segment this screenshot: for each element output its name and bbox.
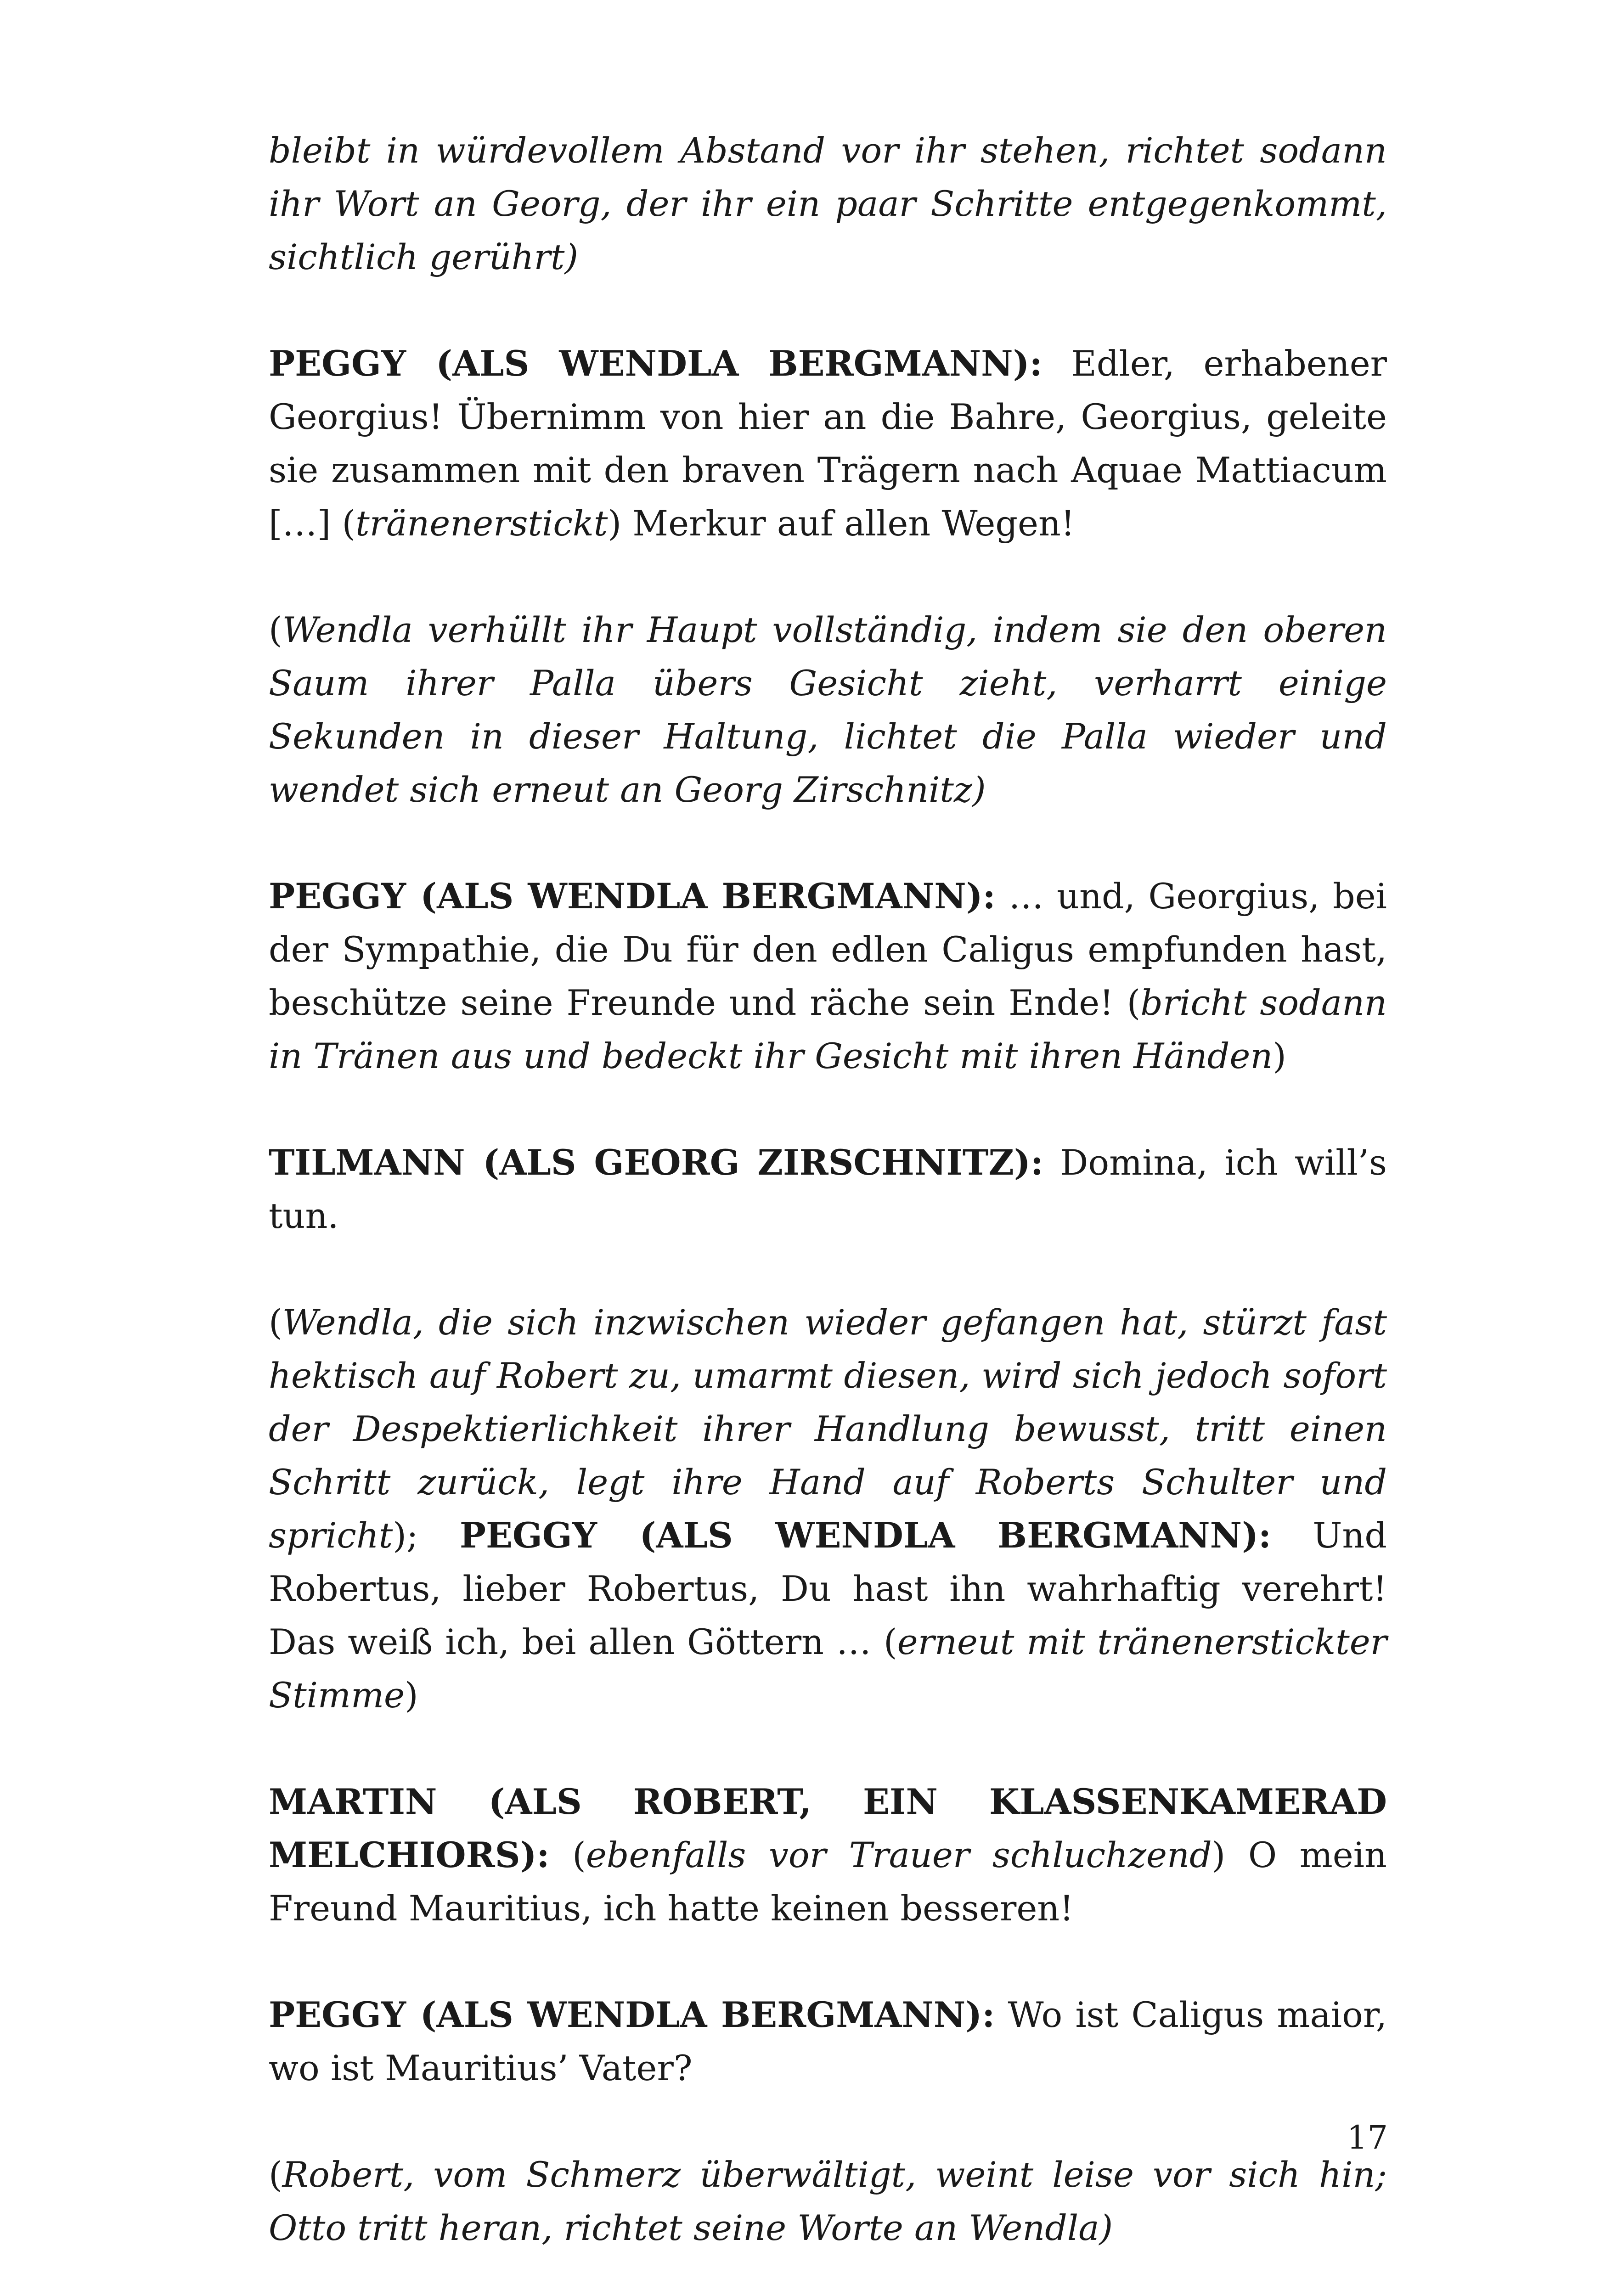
speaker-name: PEGGY (ALS WENDLA BERGMANN):	[459, 1515, 1272, 1556]
direction-text: Wendla, die sich inzwischen wieder gefangen hat, stürzt fast hektisch auf Robert zu, umarmt diesen, wird sich jedoch sofort der Despektierlichkeit ihrer Handlung bewusst, tritt einen Schritt zurück, legt ihre Hand auf Roberts Schulter und spricht	[269, 1302, 1387, 1556]
speaker-name: PEGGY (ALS WENDLA BERGMANN):	[269, 1994, 995, 2035]
speech-text: ) O mein Freund Mauritius, ich hatte keinen besseren!	[269, 1835, 1387, 1929]
dialogue-line	[269, 870, 1387, 1083]
dialogue-line	[269, 1775, 1387, 1935]
speech-text: … und, Georgius, bei der Sympathie, die Du für den edlen Caligus empfunden hast, beschütze seine Freunde und räche sein Ende! (	[269, 876, 1387, 1023]
dialogue-line	[269, 1136, 1387, 1243]
inline-direction: bricht sodann in Tränen aus und bedeckt ihr Gesicht mit ihren Händen	[269, 982, 1387, 1076]
speaker-name: PEGGY (ALS WENDLA BERGMANN):	[269, 343, 1042, 384]
dialogue-line	[269, 1988, 1387, 2095]
speech-text: ) Merkur auf allen Wegen!	[608, 503, 1075, 544]
bracket: (	[269, 2154, 282, 2195]
direction-text: bleibt in würdevollem Abstand vor ihr stehen, richtet sodann ihr Wort an Georg, der ihr ein paar Schritte entgegenkommt, sichtlich gerührt)	[269, 130, 1387, 277]
dialogue-line	[269, 337, 1387, 550]
direction-text: Wendla verhüllt ihr Haupt vollständig, indem sie den oberen Saum ihrer Palla übers Gesicht zieht, verharrt einige Sekunden in dieser Haltung, lichtet die Palla wieder und wendet sich erneut an Georg Zirschnitz)	[269, 609, 1387, 810]
speech-text: Domina, ich will’s tun.	[269, 1142, 1387, 1236]
stage-direction	[269, 603, 1387, 816]
speaker-name: MARTIN (ALS ROBERT, EIN KLASSENKAMERAD MELCHIORS):	[269, 1781, 1387, 1875]
stage-direction	[269, 2148, 1387, 2255]
page-number: 17	[1347, 2119, 1388, 2156]
speech-text: Wo ist Caligus maior, wo ist Mauritius’ Vater?	[269, 1994, 1387, 2088]
speech-text: (	[549, 1835, 586, 1875]
stage-direction	[269, 124, 1387, 284]
inline-direction: tränenerstickt	[355, 503, 608, 544]
page-body	[269, 124, 1387, 2296]
bracket: (	[269, 1302, 282, 1343]
direction-text: Robert, vom Schmerz überwältigt, weint leise vor sich hin; Otto tritt heran, richtet seine Worte an Wendla)	[269, 2154, 1387, 2248]
inline-direction: erneut mit tränenerstickter Stimme	[269, 1621, 1387, 1716]
bracket: (	[269, 609, 282, 650]
speech-text: Und Robertus, lieber Robertus, Du hast ihn wahrhaftig verehrt! Das weiß ich, bei allen Göttern … (	[269, 1515, 1387, 1662]
direction-and-dialogue	[269, 1296, 1387, 1722]
bracket: );	[393, 1515, 460, 1556]
speech-text: Edler, erhabener Georgius! Übernimm von hier an die Bahre, Georgius, geleite sie zusammen mit den braven Trägern nach Aquae Mattiacum […] (	[269, 343, 1387, 544]
speech-text: )	[405, 1675, 418, 1716]
speaker-name: PEGGY (ALS WENDLA BERGMANN):	[269, 876, 996, 917]
speech-text: )	[1273, 1035, 1286, 1076]
inline-direction: ebenfalls vor Trauer schluchzend	[586, 1835, 1212, 1875]
speaker-name: TILMANN (ALS GEORG ZIRSCHNITZ):	[269, 1142, 1043, 1183]
